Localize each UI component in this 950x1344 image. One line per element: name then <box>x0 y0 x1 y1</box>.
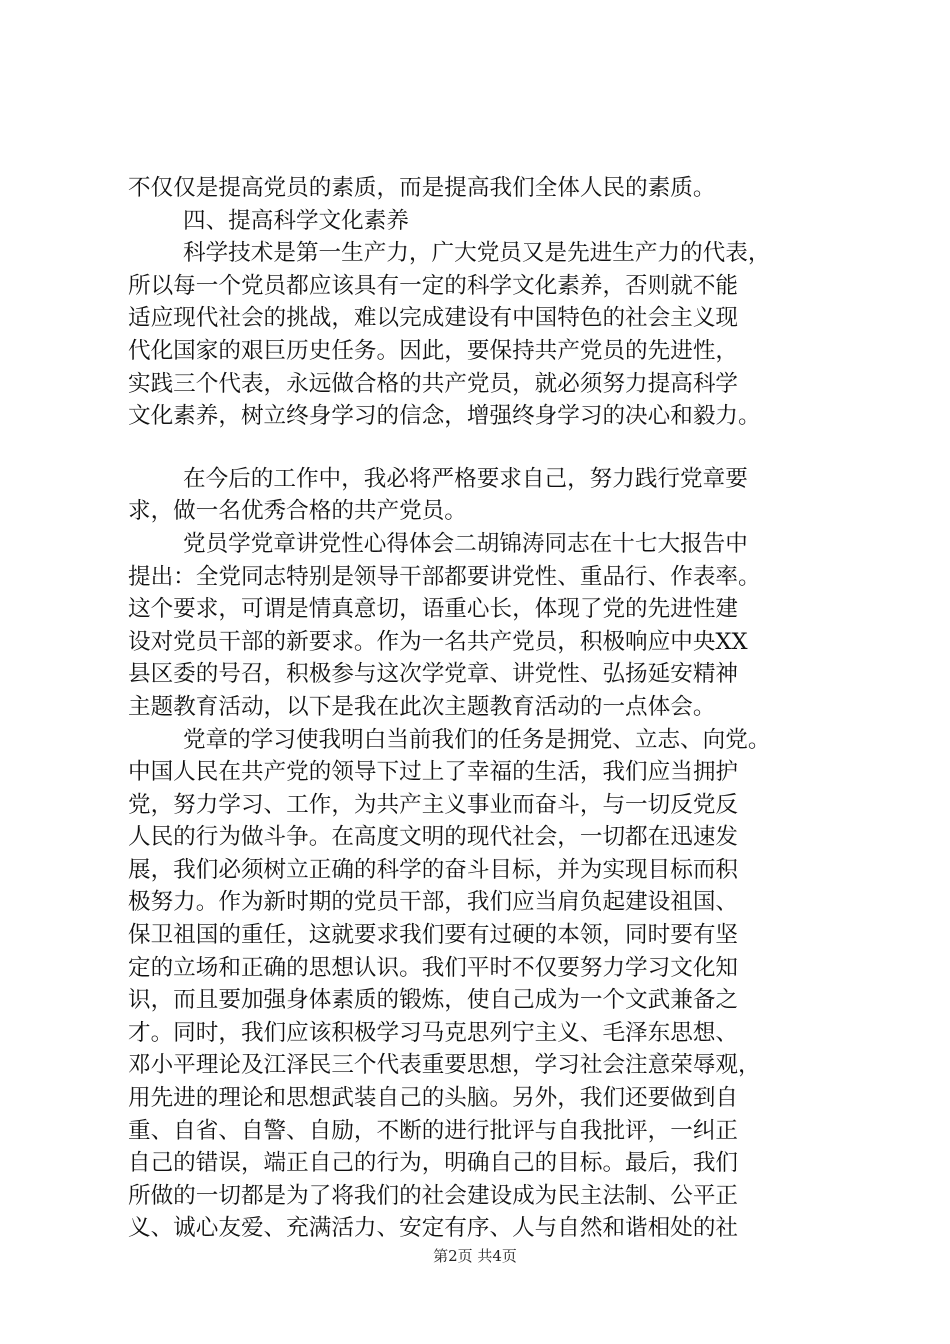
text-line: 义、诚心友爱、充满活力、安定有序、人与自然和谐相处的社 <box>128 1215 739 1242</box>
page-footer: 第2页 共4页 <box>433 1247 517 1265</box>
text-line: 县区委的号召，积极参与这次学党章、讲党性、弘扬延安精神 <box>128 661 739 688</box>
text-line: 保卫祖国的重任，这就要求我们要有过硬的本领，同时要有坚 <box>128 922 739 949</box>
text-line: 党员学党章讲党性心得体会二胡锦涛同志在十七大报告中 <box>183 530 748 557</box>
text-line: 所做的一切都是为了将我们的社会建设成为民主法制、公平正 <box>128 1182 739 1209</box>
text-line: 提出：全党同志特别是领导干部都要讲党性、重品行、作表率。 <box>128 563 761 590</box>
document-body <box>128 172 828 1245</box>
text-line: 适应现代社会的挑战，难以完成建设有中国特色的社会主义现 <box>128 305 739 332</box>
text-line: 这个要求，可谓是情真意切，语重心长，体现了党的先进性建 <box>128 596 739 623</box>
text-line: 文化素养，树立终身学习的信念，增强终身学习的决心和毅力。 <box>128 403 761 430</box>
text-line: 代化国家的艰巨历史任务。因此，要保持共产党员的先进性， <box>128 337 739 364</box>
text-line: 四、提高科学文化素养 <box>183 207 409 234</box>
text-line: 中国人民在共产党的领导下过上了幸福的生活，我们应当拥护 <box>128 759 739 786</box>
text-line: 党，努力学习、工作，为共产主义事业而奋斗，与一切反党反 <box>128 791 739 818</box>
text-line: 展，我们必须树立正确的科学的奋斗目标，并为实现目标而积 <box>128 856 739 883</box>
text-line: 自己的错误，端正自己的行为，明确自己的目标。最后，我们 <box>128 1150 739 1177</box>
text-line: 识，而且要加强身体素质的锻炼，使自己成为一个文武兼备之 <box>128 987 739 1014</box>
text-line: 不仅仅是提高党员的素质，而是提高我们全体人民的素质。 <box>128 175 716 201</box>
text-line: 党章的学习使我明白当前我们的任务是拥党、立志、向党。 <box>183 726 771 753</box>
text-line: 才。同时，我们应该积极学习马克思列宁主义、毛泽东思想、 <box>128 1019 739 1046</box>
text-line: 实践三个代表，永远做合格的共产党员，就必须努力提高科学 <box>128 370 739 397</box>
text-line: 邓小平理论及江泽民三个代表重要思想，学习社会注意荣辱观， <box>128 1052 761 1079</box>
text-line: 在今后的工作中，我必将严格要求自己，努力践行党章要 <box>183 465 748 492</box>
text-block-2 <box>128 463 828 1245</box>
text-line: 科学技术是第一生产力，广大党员又是先进生产力的代表， <box>183 240 771 267</box>
text-line: 设对党员干部的新要求。作为一名共产党员，积极响应中央XX <box>128 628 748 655</box>
text-line: 人民的行为做斗争。在高度文明的现代社会，一切都在迅速发 <box>128 824 739 851</box>
paragraph-gap <box>128 433 828 463</box>
text-line: 用先进的理论和思想武装自己的头脑。另外，我们还要做到自 <box>128 1085 739 1112</box>
text-line: 极努力。作为新时期的党员干部，我们应当肩负起建设祖国、 <box>128 889 739 916</box>
text-line: 重、自省、自警、自励，不断的进行批评与自我批评，一纠正 <box>128 1117 739 1144</box>
text-block-1 <box>128 172 828 433</box>
text-line: 定的立场和正确的思想认识。我们平时不仅要努力学习文化知 <box>128 954 739 981</box>
text-line: 求，做一名优秀合格的共产党员。 <box>128 498 467 525</box>
text-line: 所以每一个党员都应该具有一定的科学文化素养，否则就不能 <box>128 272 739 299</box>
text-line: 主题教育活动，以下是我在此次主题教育活动的一点体会。 <box>128 693 716 720</box>
